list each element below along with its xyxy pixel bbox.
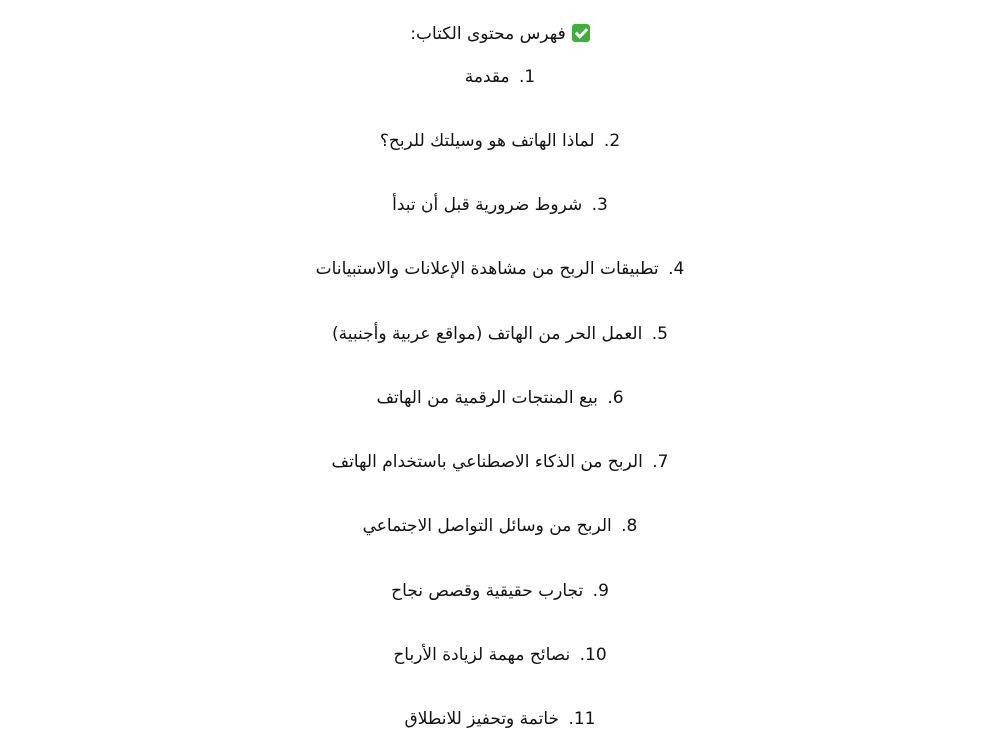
toc-item-9 bbox=[0, 579, 1000, 603]
toc-item-number: 9. bbox=[592, 581, 609, 601]
toc-item-text: بيع المنتجات الرقمية من الهاتف bbox=[376, 388, 598, 408]
toc-item-2 bbox=[0, 129, 1000, 153]
toc-item-8 bbox=[0, 514, 1000, 538]
toc-item-3 bbox=[0, 193, 1000, 217]
toc-item-number: 10. bbox=[579, 645, 607, 665]
toc-item-number: 7. bbox=[652, 452, 669, 472]
toc-item-text: مقدمة bbox=[464, 67, 510, 87]
toc-item-10 bbox=[0, 643, 1000, 667]
toc-item-text: خاتمة وتحفيز للانطلاق bbox=[404, 709, 560, 729]
toc-item-text: العمل الحر من الهاتف (مواقع عربية وأجنبية) bbox=[332, 324, 643, 344]
toc-item-11 bbox=[0, 707, 1000, 731]
toc-item-text: نصائح مهمة لزيادة الأرباح bbox=[393, 645, 571, 665]
toc-item-4 bbox=[0, 257, 1000, 281]
toc-item-text: شروط ضرورية قبل أن تبدأ bbox=[392, 195, 583, 215]
toc-item-6 bbox=[0, 386, 1000, 410]
toc-item-number: 1. bbox=[519, 67, 536, 87]
toc-item-number: 5. bbox=[651, 324, 668, 344]
toc-item-text: تجارب حقيقية وقصص نجاح bbox=[391, 581, 584, 601]
toc-item-number: 11. bbox=[568, 709, 596, 729]
toc-item-text: الربح من الذكاء الاصطناعي باستخدام الهاتف bbox=[331, 452, 643, 472]
toc-title-text: فهرس محتوى الكتاب: bbox=[410, 24, 566, 44]
toc-item-number: 4. bbox=[668, 259, 685, 279]
check-mark-icon bbox=[572, 24, 590, 42]
toc-title bbox=[0, 22, 1000, 46]
toc-item-number: 3. bbox=[591, 195, 608, 215]
toc-item-number: 2. bbox=[603, 131, 621, 151]
toc-item-text: الربح من وسائل التواصل الاجتماعي bbox=[362, 516, 612, 536]
toc-item-7 bbox=[0, 450, 1000, 474]
toc-item-text: تطبيقات الربح من مشاهدة الإعلانات والاستبيانات bbox=[315, 259, 659, 279]
toc-item-number: 8. bbox=[621, 516, 638, 536]
toc-item-number: 6. bbox=[607, 388, 624, 408]
toc-item-5 bbox=[0, 322, 1000, 346]
toc-item-text: لماذا الهاتف هو وسيلتك للربح؟ bbox=[379, 131, 595, 151]
toc-item-1 bbox=[0, 65, 1000, 89]
